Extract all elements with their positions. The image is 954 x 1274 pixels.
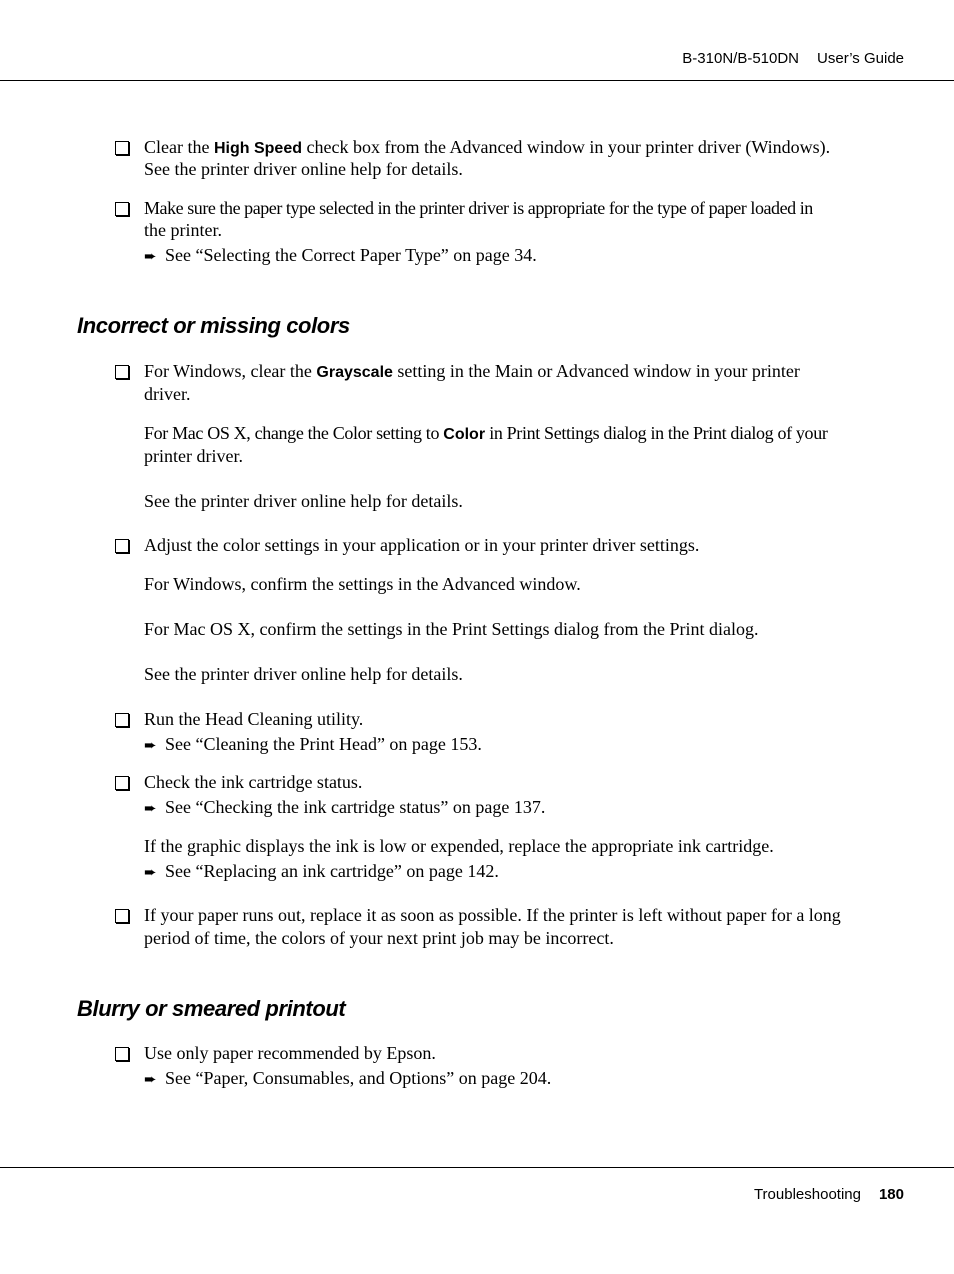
body-line: Adjust the color settings in your application or in your printer driver settings.	[144, 535, 700, 555]
section-heading: Blurry or smeared printout	[77, 996, 346, 1021]
header-rule	[0, 80, 954, 81]
body-line: Make sure the paper type selected in the printer driver is appropriate for the type of paper loaded in	[144, 198, 813, 218]
body-line: driver.	[144, 384, 191, 404]
cross-reference-link[interactable]	[144, 797, 545, 818]
cross-reference-link[interactable]	[144, 1068, 551, 1089]
body-line: If your paper runs out, replace it as soon as possible. If the printer is left without paper for a long	[144, 905, 841, 925]
page-number: 180	[878, 1186, 904, 1203]
cross-reference-link[interactable]	[144, 861, 499, 882]
text: Clear the	[144, 137, 214, 157]
text: For Windows, clear the	[144, 361, 317, 381]
body-line: Use only paper recommended by Epson.	[144, 1043, 436, 1063]
body-line: If the graphic displays the ink is low or expended, replace the appropriate ink cartridge.	[144, 836, 774, 856]
arrow-right-icon: ➨	[144, 799, 157, 817]
running-header	[682, 50, 904, 67]
body-line: See the printer driver online help for details.	[144, 159, 463, 179]
cross-reference-link[interactable]	[144, 245, 537, 266]
body-line: See the printer driver online help for details.	[144, 491, 463, 511]
footer-section: Troubleshooting	[753, 1186, 861, 1203]
ui-term-bold: High Speed	[213, 140, 302, 157]
text: check box from the Advanced window in your printer driver (Windows).	[302, 137, 831, 157]
header-guide-title: User’s Guide	[817, 50, 904, 67]
bullet-box-icon	[115, 365, 129, 379]
header-model: B-310N/B-510DN	[682, 50, 800, 67]
text: in Print Settings dialog in the Print dialog of your	[485, 423, 828, 443]
body-line: See the printer driver online help for details.	[144, 664, 463, 684]
bullet-box-icon	[115, 202, 129, 216]
bullet-box-icon	[115, 713, 129, 727]
body-line: Check the ink cartridge status.	[144, 772, 363, 792]
bullet-box-icon	[115, 141, 129, 155]
body-line: For Windows, confirm the settings in the Advanced window.	[144, 574, 581, 594]
arrow-right-icon: ➨	[144, 247, 157, 265]
arrow-right-icon: ➨	[144, 736, 157, 754]
bullet-box-icon	[115, 539, 129, 553]
body-line	[144, 361, 800, 382]
footer-rule	[0, 1167, 954, 1168]
body-line: period of time, the colors of your next print job may be incorrect.	[144, 928, 614, 948]
reference-text: See “Cleaning the Print Head” on page 153.	[165, 734, 482, 754]
section-heading: Incorrect or missing colors	[77, 313, 350, 338]
reference-text: See “Checking the ink cartridge status” on page 137.	[165, 797, 546, 817]
arrow-right-icon: ➨	[144, 1070, 157, 1088]
reference-text: See “Paper, Consumables, and Options” on page 204.	[165, 1068, 552, 1088]
reference-text: See “Selecting the Correct Paper Type” on page 34.	[165, 245, 537, 265]
body-line: For Mac OS X, confirm the settings in the Print Settings dialog from the Print dialog.	[144, 619, 759, 639]
bullet-box-icon	[115, 909, 129, 923]
body-line	[144, 137, 830, 158]
ui-term-bold: Color	[443, 426, 486, 443]
bullet-box-icon	[115, 1047, 129, 1061]
body-line	[144, 423, 827, 444]
bullet-box-icon	[115, 776, 129, 790]
ui-term-bold: Grayscale	[316, 364, 393, 381]
reference-text: See “Replacing an ink cartridge” on page 142.	[165, 861, 499, 881]
running-footer	[754, 1186, 904, 1203]
body-line: Run the Head Cleaning utility.	[144, 709, 364, 729]
body-line: the printer.	[144, 220, 222, 240]
body-line: printer driver.	[144, 446, 243, 466]
text: For Mac OS X, change the Color setting to	[144, 423, 444, 443]
cross-reference-link[interactable]	[144, 734, 482, 755]
arrow-right-icon: ➨	[144, 863, 157, 881]
text: setting in the Main or Advanced window in your printer	[392, 361, 800, 381]
